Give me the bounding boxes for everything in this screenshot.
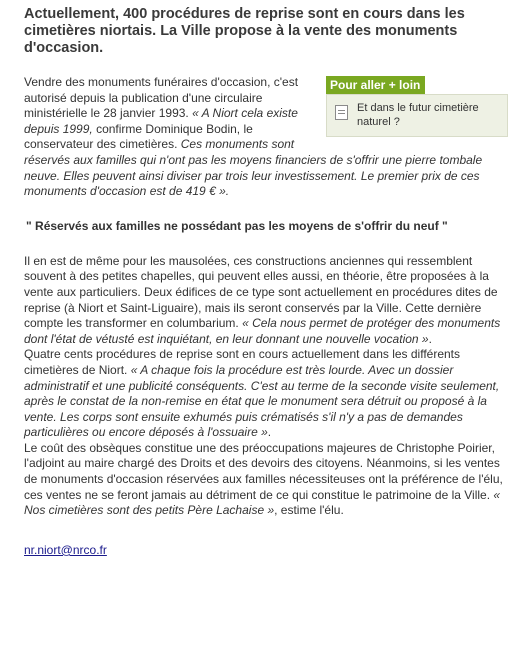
related-box [326,76,508,137]
related-box-title: Pour aller + loin [326,76,425,94]
intro-text: Vendre des monuments funéraires d'occasion, c'est autorisé depuis la publication d'une circulaire ministérielle le 28 janvier 1993. [24,75,299,121]
procedures-quote: « A chaque fois la procédure est très lourde. Avec un dossier administratif et une publicité conséquents. C'est au terme de la seconde visite seulement, après le constat de la non-remise en état que le monument sera détruit ou proposé à la vente. Les corps sont ensuite exhumés puis crématisés s'il n'y a pas de demandes particulières ou encore déposés à l'ossuaire » [24,362,500,440]
obseques-text: Le coût des obsèques constitue une des préoccupations majeures de Christophe Poirier, l'adjoint au maire chargé des Droits et des devoirs des citoyens. Néanmoins, si les ventes de monuments d'occasion réservées aux familles nécessiteuses ont la préférence de l'élu, ces ventes ne se feront jamais au détriment de ce qui constitue le patrimoine de la Ville. [24,440,503,502]
obseques-end: , estime l'élu. [274,503,344,518]
contact-email-link[interactable]: nr.niort@nrco.fr [24,542,107,557]
mausolees-quote: « Cela nous permet de protéger des monuments dont l'état de vétusté est inquiétant, en leur donnant une nouvelle vocation » [24,316,501,346]
paragraph-mausolees [24,254,506,348]
document-icon [335,105,348,120]
related-article-link[interactable]: Et dans le futur cimetière naturel ? [357,102,479,128]
intro-quote: « A Niort cela existe depuis 1999, [24,106,298,136]
intro-quote-2: Ces monuments sont réservés aux familles qui n'ont pas les moyens financiers de s'offrir une pierre tombale neuve. Elles peuvent ainsi diviser par trois leur investissement. Le premier prix de ces monuments d'occasion est de 419 € ». [24,137,483,199]
related-box-body [326,94,508,137]
mausolees-end: . [428,331,432,346]
article-subheading: " Réservés aux familles ne possédant pas les moyens de s'offrir du neuf " [26,218,448,233]
mausolees-text: Il en est de même pour les mausolées, ces constructions anciennes qui ressemblent souvent à des petites chapelles, qui peuvent elles aussi, en théorie, être proposées à la vente aux particuliers. Deux édifices de ce type sont actuellement en procédures dites de reprise (à Niort et Saint-Liguaire), mais ils seront conservés par la Ville. Cette dernière compte les transformer en columbarium. [24,253,498,331]
paragraph-obseques [24,441,506,519]
intro-text-2: confirme Dominique Bodin, le conservateur des cimetières. [24,121,253,152]
procedures-end: . [267,425,272,440]
obseques-quote: « Nos cimetières sont des petits Père Lachaise » [24,487,501,518]
article-headline: Actuellement, 400 procédures de reprise sont en cours dans les cimetières niortais. La Ville propose à la vente des monuments d'occasion. [24,6,465,56]
procedures-text: Quatre cents procédures de reprise sont en cours actuellement dans les différents cimetières de Niort. [24,347,461,377]
paragraph-procedures [24,347,506,441]
